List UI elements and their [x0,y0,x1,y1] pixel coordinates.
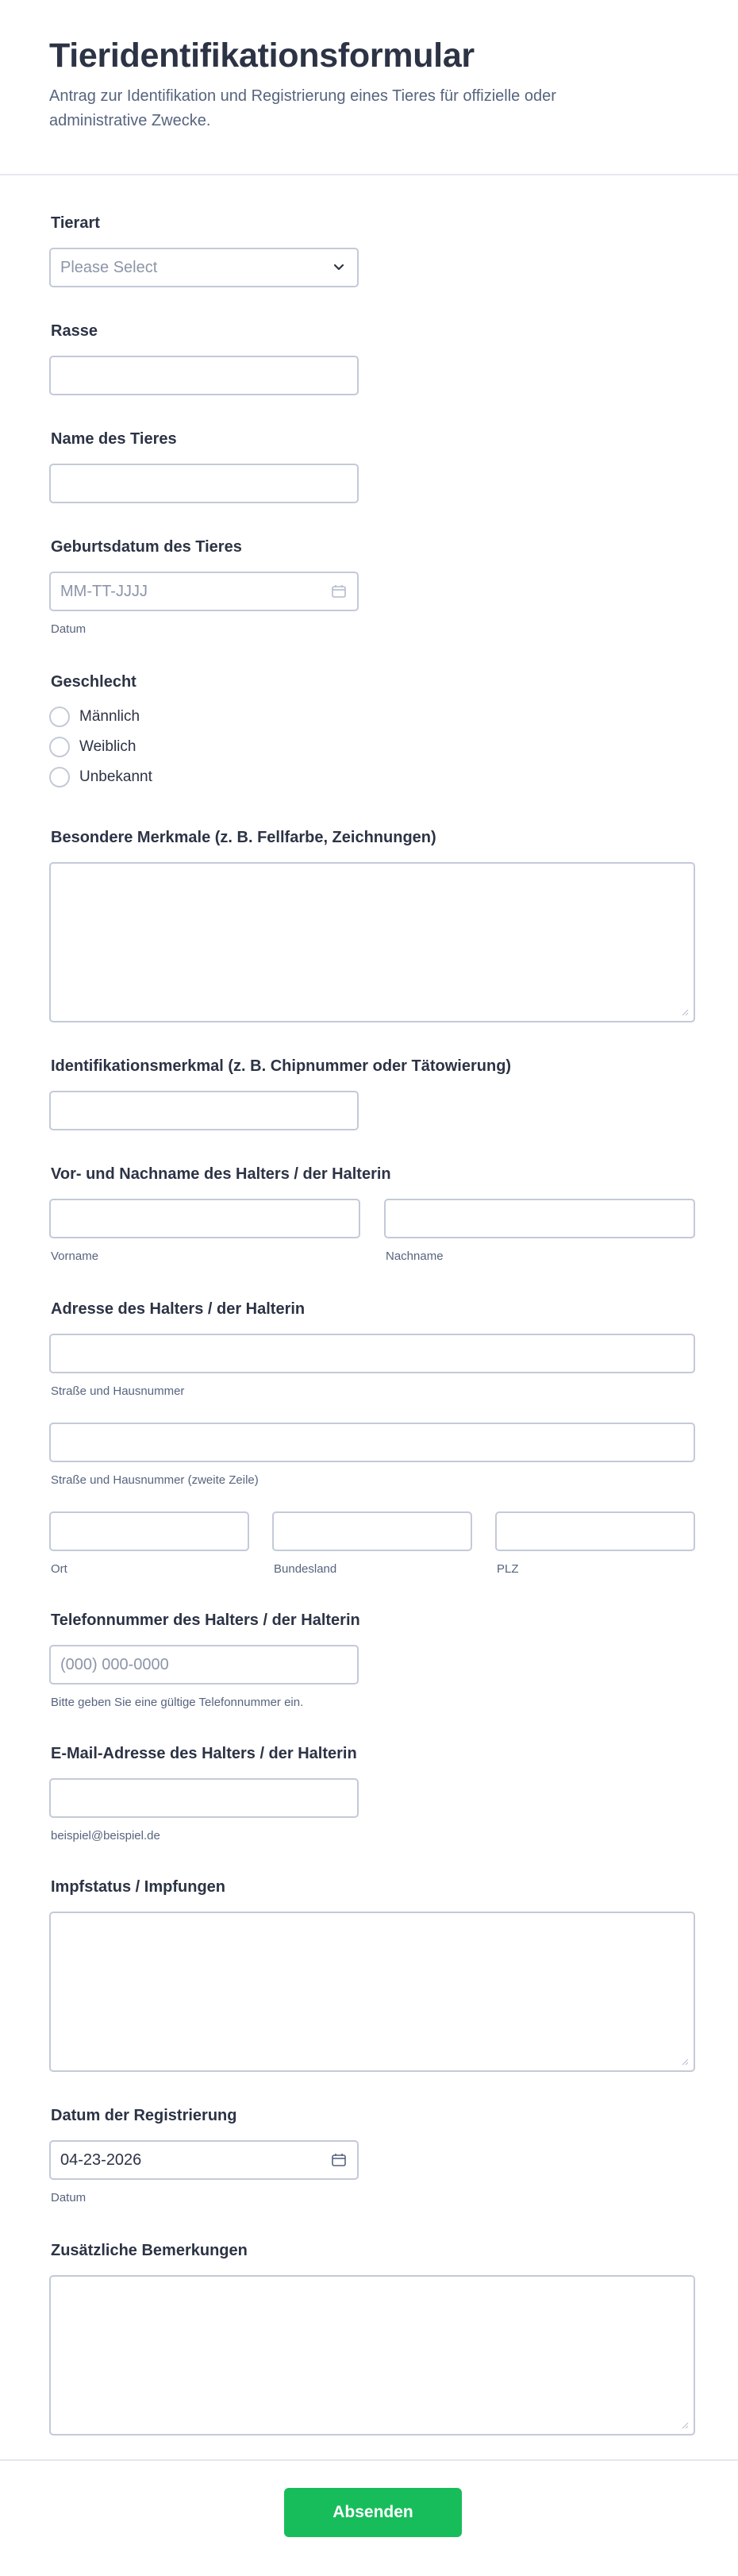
radio-unbekannt[interactable] [49,767,70,787]
vorname-input[interactable] [49,1199,360,1238]
geburtsdatum-label: Geburtsdatum des Tieres [51,538,242,556]
registrierung-input[interactable] [49,2140,359,2180]
telefon-input[interactable] [49,1645,359,1685]
tierart-placeholder: Please Select [60,259,158,276]
geburtsdatum-placeholder: MM-TT-JJJJ [60,583,148,600]
merkmale-textarea[interactable] [49,862,695,1022]
registrierung-sublabel: Datum [51,2191,86,2204]
registrierung-value: 04-23-2026 [60,2151,142,2169]
registrierung-label: Datum der Registrierung [51,2107,237,2124]
email-label: E-Mail-Adresse des Halters / der Halterin [51,1745,357,1762]
vorname-sublabel: Vorname [51,1249,99,1263]
ort-input[interactable] [49,1511,249,1551]
halter-name-label: Vor- und Nachname des Halters / der Halterin [51,1165,391,1183]
name-input[interactable] [49,464,359,503]
name-label: Name des Tieres [51,430,177,448]
street2-sublabel: Straße und Hausnummer (zweite Zeile) [51,1473,259,1487]
tierart-label: Tierart [51,214,100,232]
nachname-input[interactable] [384,1199,695,1238]
footer-divider [0,2459,738,2461]
radio-maennlich[interactable] [49,707,70,727]
submit-button[interactable]: Absenden [284,2488,462,2537]
resize-grip-icon[interactable] [681,1008,689,1016]
merkmale-label: Besondere Merkmale (z. B. Fellfarbe, Zeichnungen) [51,829,436,846]
chevron-down-icon [330,259,348,276]
nachname-sublabel: Nachname [386,1249,444,1263]
street1-input[interactable] [49,1334,695,1373]
bundesland-input[interactable] [272,1511,472,1551]
radio-weiblich[interactable] [49,737,70,757]
email-input[interactable] [49,1778,359,1818]
form-title: Tieridentifikationsformular [49,37,475,75]
adresse-label: Adresse des Halters / der Halterin [51,1300,306,1318]
ort-sublabel: Ort [51,1562,67,1576]
rasse-input[interactable] [49,356,359,395]
calendar-icon[interactable] [330,2151,348,2169]
header-divider [0,174,738,175]
bemerkungen-textarea[interactable] [49,2275,695,2435]
impfstatus-label: Impfstatus / Impfungen [51,1878,225,1896]
radio-weiblich-label[interactable]: Weiblich [79,738,136,755]
identifikation-label: Identifikationsmerkmal (z. B. Chipnummer oder Tätowierung) [51,1057,512,1075]
street2-input[interactable] [49,1423,695,1462]
geburtsdatum-sublabel: Datum [51,622,86,636]
resize-grip-icon[interactable] [681,2058,689,2066]
telefon-sublabel: Bitte geben Sie eine gültige Telefonnummer ein. [51,1696,304,1709]
bemerkungen-label: Zusätzliche Bemerkungen [51,2242,248,2259]
telefon-placeholder: (000) 000-0000 [60,1656,169,1673]
radio-maennlich-label[interactable]: Männlich [79,708,140,725]
calendar-icon[interactable] [330,583,348,600]
identifikation-input[interactable] [49,1091,359,1130]
form-subtitle: Antrag zur Identifikation und Registrierung eines Tieres für offizielle oder administrative Zwecke. [49,87,556,129]
geschlecht-label: Geschlecht [51,673,136,691]
plz-input[interactable] [495,1511,695,1551]
street1-sublabel: Straße und Hausnummer [51,1384,185,1398]
radio-unbekannt-label[interactable]: Unbekannt [79,768,152,785]
resize-grip-icon[interactable] [681,2421,689,2429]
plz-sublabel: PLZ [497,1562,519,1576]
tierart-select[interactable] [49,248,359,287]
bundesland-sublabel: Bundesland [274,1562,337,1576]
geburtsdatum-input[interactable] [49,572,359,611]
email-sublabel: beispiel@beispiel.de [51,1829,160,1842]
rasse-label: Rasse [51,322,98,340]
telefon-label: Telefonnummer des Halters / der Halterin [51,1611,360,1629]
impfstatus-textarea[interactable] [49,1912,695,2072]
